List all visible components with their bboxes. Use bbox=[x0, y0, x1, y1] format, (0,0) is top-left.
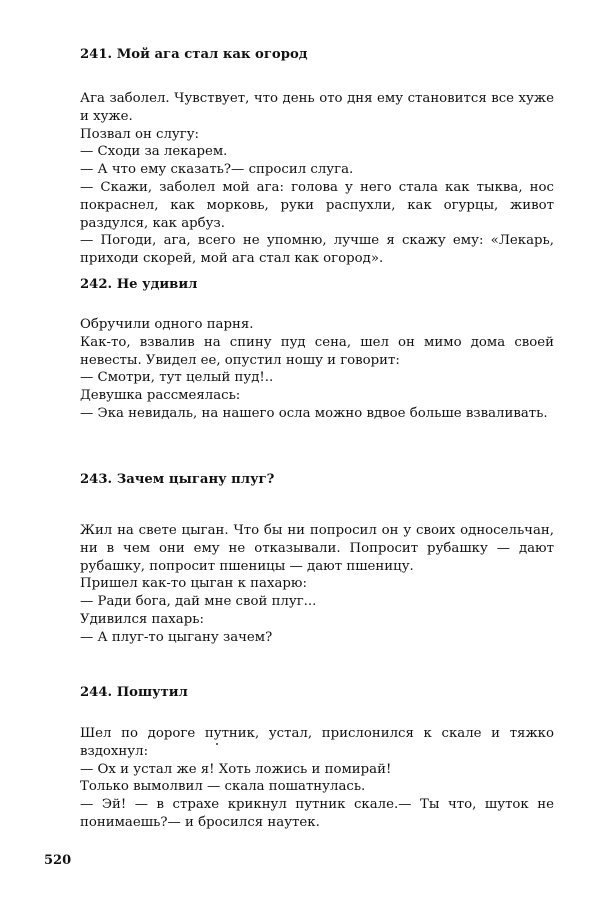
paragraph: — А плуг-то цыгану зачем? bbox=[80, 629, 273, 645]
paragraph: Позвал он слугу: bbox=[80, 126, 200, 142]
story-242 bbox=[80, 276, 554, 423]
paragraph: Шел по дороге путник, устал, прислонился к скале и тяжко вздохнул: bbox=[80, 726, 554, 759]
paragraph: Пришел как-то цыган к пахарю: bbox=[80, 576, 307, 592]
paragraph: Обручили одного парня. bbox=[80, 317, 254, 332]
paragraph: Удивился пахарь: bbox=[80, 611, 204, 627]
paragraph: — Скажи, заболел мой ага: голова у него стала как тыква, нос покраснел, как морковь, руки распухли, как огурцы, живот раздулся, как арбуз. bbox=[80, 179, 554, 231]
story-title: 244. Пошутил bbox=[80, 685, 188, 700]
paragraph: Девушка рассмеялась: bbox=[80, 388, 241, 404]
paragraph: Жил на свете цыган. Что бы ни попросил он у своих односельчан, ни в чем они ему не отказывали. Попросит рубашку — дают рубашку, попросит пшеницы — дают пшеницу. bbox=[80, 523, 554, 574]
story-body bbox=[80, 316, 554, 423]
story-241 bbox=[80, 46, 554, 268]
story-title: 241. Мой ага стал как огород bbox=[80, 47, 308, 62]
paragraph: — А что ему сказать?— спросил слуга. bbox=[80, 162, 354, 178]
paragraph: — Ох и устал же я! Хоть ложись и помирай! bbox=[80, 761, 392, 777]
paragraph: — Эй! — в страхе крикнул путник скале.— Ты что, шуток не понимаешь?— и бросился наутек. bbox=[80, 797, 554, 830]
story-title: 242. Не удивил bbox=[80, 277, 198, 292]
paragraph: — Смотри, тут целый пуд!.. bbox=[80, 370, 274, 386]
story-body bbox=[80, 90, 554, 268]
paragraph: — Эка невидаль, на нашего осла можно вдвое больше взваливать. bbox=[80, 405, 548, 421]
paragraph: — Погоди, ага, всего не упомню, лучше я скажу ему: «Лекарь, приходи скорей, мой ага стал как огород». bbox=[80, 233, 554, 267]
story-body bbox=[80, 725, 554, 832]
story-244 bbox=[80, 684, 554, 832]
paragraph: Ага заболел. Чувствует, что день ото дня ему становится все хуже и хуже. bbox=[80, 91, 554, 124]
story-243 bbox=[80, 471, 554, 647]
paragraph: Только вымолвил — скала пошатнулась. bbox=[80, 779, 366, 795]
print-speck bbox=[216, 743, 218, 745]
page-number: 520 bbox=[44, 853, 72, 868]
paragraph: Как-то, взвалив на спину пуд сена, шел он мимо дома своей невесты. Увидел ее, опустил ношу и говорит: bbox=[80, 334, 554, 368]
story-title: 243. Зачем цыгану плуг? bbox=[80, 472, 275, 487]
paragraph: — Ради бога, дай мне свой плуг... bbox=[80, 594, 317, 610]
story-body bbox=[80, 522, 554, 647]
paragraph: — Сходи за лекарем. bbox=[80, 144, 228, 160]
